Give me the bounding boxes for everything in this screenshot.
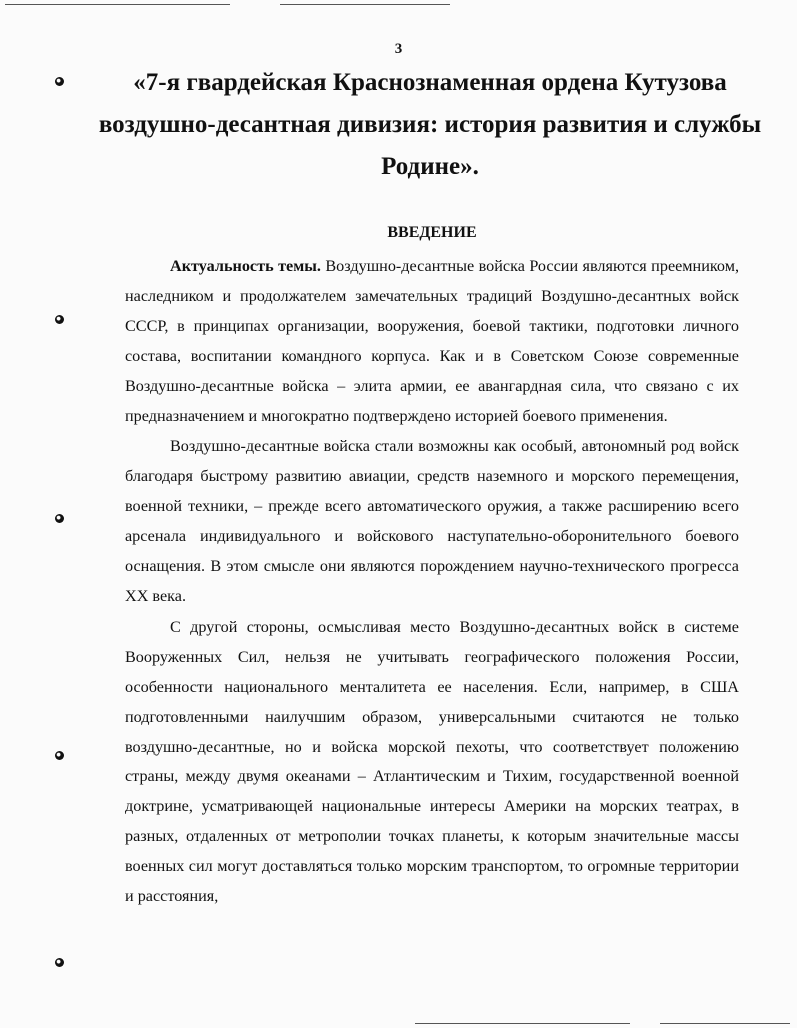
paragraph-text: Воздушно-десантные войска России являются преемником, наследником и продолжателем замечательных традиций Воздушно-десантных войск СССР, в принципах организации, вооружения, боевой тактики, подготовки личного состава, воспитании командного корпуса. Как и в Советском Союзе современные Воздушно-десантные войска – элита армии, ее авангардная сила, что связано с их предназначением и многократно подтверждено историей боевого применения.: [125, 257, 739, 425]
binder-hole-mark: [55, 514, 64, 523]
body-text: [125, 252, 739, 912]
document-title: «7-я гвардейская Краснознаменная ордена Кутузова воздушно-десантная дивизия: история развития и службы Родине».: [98, 69, 762, 180]
binder-hole-mark: [55, 958, 64, 967]
scan-edge-line-top-middle: [280, 4, 450, 5]
page-number: 3: [394, 41, 403, 57]
scan-edge-line-bottom: [415, 1023, 630, 1024]
paragraph: С другой стороны, осмысливая место Воздушно-десантных войск в системе Вооруженных Сил, нельзя не учитывать географического положения России, особенности национального менталитета ее населения. Если, например, в США подготовленными наилучшим образом, универсальными считаются не только воздушно-десантные, но и войска морской пехоты, что соответствует положению страны, между двумя океанами – Атлантическим и Тихим, государственной военной доктрине, усматривающей национальные интересы Америки на морских театрах, в разных, отдаленных от метрополии точках планеты, к которым значительные массы военных сил могут доставляться только морским транспортом, то огромные территории и расстояния,: [125, 617, 739, 906]
paragraph: Воздушно-десантные войска стали возможны как особый, автономный род войск благодаря быстрому развитию авиации, средств наземного и морского перемещения, военной техники, – прежде всего автоматического оружия, а также расширению всего арсенала индивидуального и войскового наступательно-оборонительного боевого оснащения. В этом смысле они являются порождением научно-технического прогресса XX века.: [125, 437, 739, 605]
binder-hole-mark: [55, 315, 64, 324]
section-heading: ВВЕДЕНИЕ: [387, 224, 477, 241]
paragraph: [125, 252, 739, 431]
binder-hole-mark: [55, 751, 64, 760]
scan-edge-line-bottom-right: [660, 1023, 790, 1024]
binder-hole-mark: [55, 77, 64, 86]
scan-edge-line-top-left: [5, 4, 230, 5]
paragraph-lead: Актуальность темы.: [170, 257, 321, 275]
